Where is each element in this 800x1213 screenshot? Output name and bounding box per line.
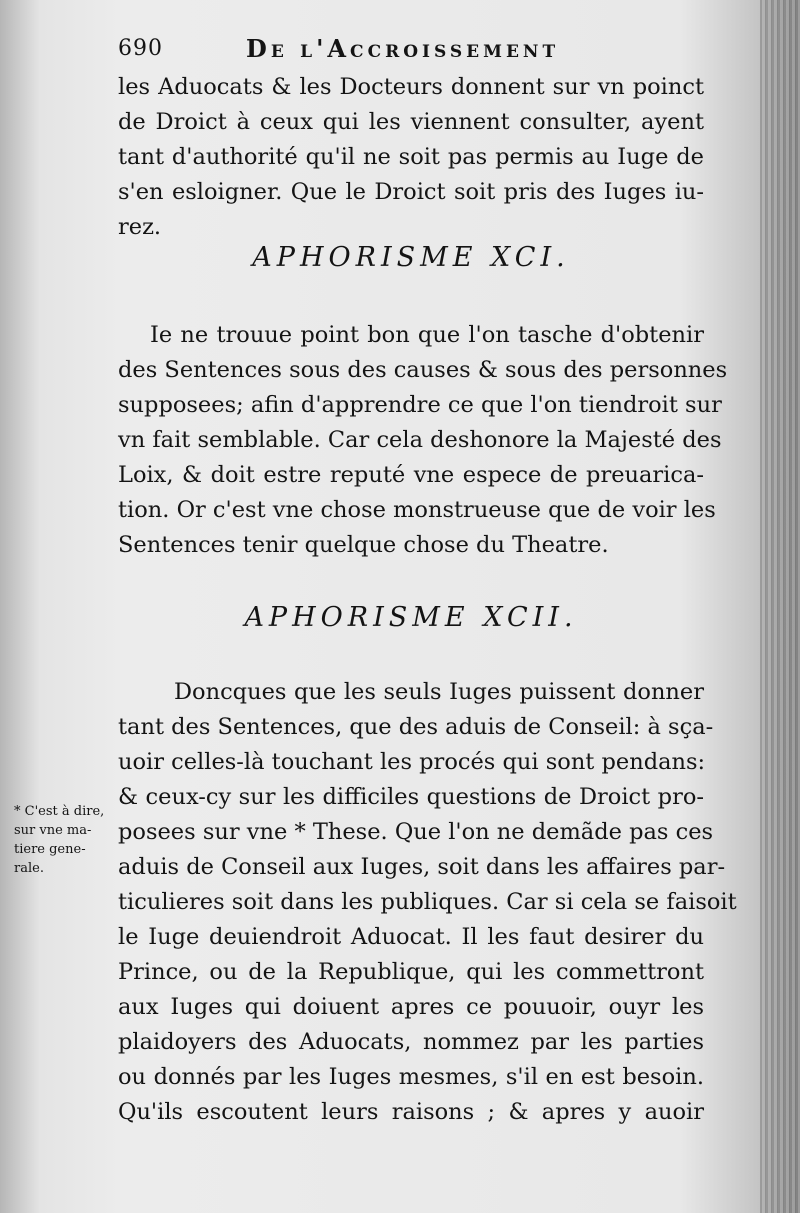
page-number: 690 <box>118 36 163 61</box>
margin-note-line: sur vne ma- <box>14 823 92 838</box>
aphorism-heading-xcii: APHORISME XCII. <box>244 602 578 633</box>
text-line: tion. Or c'est vne chose monstrueuse que de voir les <box>118 497 716 523</box>
margin-note-line: rale. <box>14 861 44 876</box>
margin-note-line: * C'est à dire, <box>14 804 105 819</box>
text-line: posees sur vne * These. Que l'on ne demãde pas ces <box>118 819 714 845</box>
text-line: plaidoyers des Aduocats, nommez par les parties <box>118 1029 704 1055</box>
text-line: des Sentences sous des causes & sous des personnes <box>118 357 728 383</box>
text-line: Loix, & doit estre reputé vne espece de preuarica- <box>118 462 704 488</box>
text-line: le Iuge deuiendroit Aduocat. Il les faut desirer du <box>118 924 704 950</box>
text-line: ou donnés par les Iuges mesmes, s'il en est besoin. <box>118 1064 704 1090</box>
page-header <box>118 30 698 70</box>
margin-note-line: tiere gene- <box>14 842 86 857</box>
text-line: & ceux-cy sur les difficiles questions de Droict pro- <box>118 784 704 810</box>
page-edge <box>760 0 800 1213</box>
text-line: uoir celles-là touchant les procés qui sont pendans: <box>118 749 706 775</box>
text-line: s'en esloigner. Que le Droict soit pris des Iuges iu- <box>118 179 704 205</box>
running-title: De l'Accroissement <box>246 34 560 63</box>
aphorism-xci-text <box>118 318 728 563</box>
text-line: Ie ne trouue point bon que l'on tasche d'obtenir <box>150 322 704 348</box>
text-line: tant des Sentences, que des aduis de Conseil: à sça- <box>118 714 714 740</box>
paragraph-continuation <box>118 70 704 245</box>
text-line: Doncques que les seuls Iuges puissent donner <box>174 679 704 705</box>
text-line: aux Iuges qui doiuent apres ce pouuoir, ouyr les <box>118 994 704 1020</box>
text-line: aduis de Conseil aux Iuges, soit dans les affaires par- <box>118 854 726 880</box>
text-line: les Aduocats & les Docteurs donnent sur vn poinct <box>118 74 704 100</box>
text-line: rez. <box>118 214 162 240</box>
text-line: ticulieres soit dans les publiques. Car si cela se faisoit <box>118 889 737 915</box>
text-line: vn fait semblable. Car cela deshonore la Majesté des <box>118 427 722 453</box>
aphorism-heading-xci: APHORISME XCI. <box>252 242 570 273</box>
text-line: Prince, ou de la Republique, qui les commettront <box>118 959 704 985</box>
text-line: Sentences tenir quelque chose du Theatre. <box>118 532 609 558</box>
text-line: tant d'authorité qu'il ne soit pas permis au Iuge de <box>118 144 704 170</box>
text-line: Qu'ils escoutent leurs raisons ; & apres y auoir <box>118 1099 704 1125</box>
text-line: supposees; afin d'apprendre ce que l'on tiendroit sur <box>118 392 722 418</box>
margin-note <box>14 802 114 878</box>
aphorism-xcii-text <box>118 675 737 1130</box>
text-line: de Droict à ceux qui les viennent consulter, ayent <box>118 109 704 135</box>
